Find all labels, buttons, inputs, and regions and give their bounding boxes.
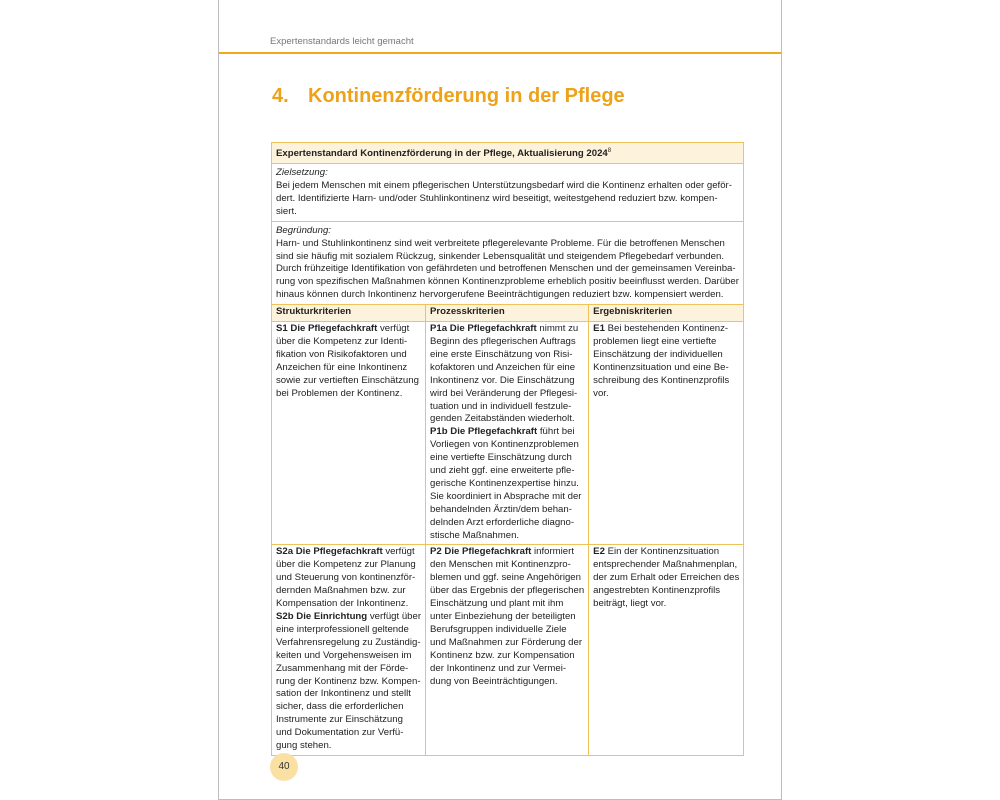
criterion-text: nimmt zu	[536, 323, 579, 335]
text-line	[430, 546, 584, 559]
text-line: genden Zeitabständen wiederholt.	[430, 413, 575, 425]
text-line: sowie zur vertieften Einschätzung	[276, 374, 419, 386]
text-line	[593, 546, 739, 559]
text-line: und zieht ggf. eine erweiterte pfle-	[430, 465, 575, 477]
text-line: gerische Kontinenzexpertise hinzu.	[430, 477, 579, 489]
goal-label: Zielsetzung:	[276, 167, 328, 179]
text-line: der Inkontinenz und zur Vermei-	[430, 662, 567, 674]
chapter-number: 4.	[272, 85, 289, 107]
text-line: blemen und ggf. seine Angehörigen	[430, 572, 581, 584]
criterion-label: E2	[593, 546, 605, 558]
text-line: behandelnden Ärztin/dem behan-	[430, 503, 572, 515]
text-line: problemen liegt eine vertiefte	[593, 335, 717, 347]
text-line: sind sie häufig mit sozialem Rückzug, sinkender Lebensqualität und steigendem Pflegebedarf verbunden.	[276, 250, 724, 262]
table-row	[272, 545, 744, 756]
chapter-title-text: Kontinenzförderung in der Pflege	[308, 85, 625, 107]
criteria-cell	[589, 322, 744, 545]
text-line: siert.	[276, 205, 297, 217]
text-line: über das Ergebnis der pflegerischen	[430, 585, 585, 597]
text-line: dernden Maßnahmen bzw. zur	[276, 585, 406, 597]
criterion-label: P1b Die Pflegefachkraft	[430, 426, 538, 438]
text-line: Kontinenzsituation und eine Be-	[593, 361, 729, 373]
criteria-cell	[426, 545, 589, 756]
criterion-label: P2 Die Pflegefachkraft	[430, 546, 532, 558]
rationale-row	[272, 221, 744, 304]
criterion-text: verfügt	[377, 323, 410, 335]
text-line: hinaus können durch Inkontinenz hervorgerufene Beeinträchtigungen reduziert bzw. kompensiert werden.	[276, 289, 724, 301]
rationale-label: Begründung:	[276, 224, 331, 236]
text-line: angestrebten Kontinenzprofils	[593, 585, 721, 597]
table-row	[272, 322, 744, 545]
text-line: vor.	[593, 387, 609, 399]
text-line: schreibung des Kontinenzprofils	[593, 374, 730, 386]
text-line: dert. Identifizierte Harn- und/oder Stuhlinkontinenz wird beseitigt, weitestgehend reduziert bzw. kompen-	[276, 192, 718, 204]
criterion-text: Bei bestehenden Kontinenz-	[604, 323, 729, 335]
text-line: eine erste Einschätzung von Risi-	[430, 348, 573, 360]
criterion-text: verfügt	[382, 546, 415, 558]
table-title-row	[272, 143, 744, 164]
text-line: unter Einbeziehung der beteiligten	[430, 611, 576, 622]
text-line: delnden Arzt erforderliche diagno-	[430, 516, 575, 528]
text-line: rung von spezifischen Maßnahmen können Kontinenzprobleme erheblich positiv beeinflusst werden. Darüber	[276, 276, 739, 288]
text-line: sation der Inkontinenz und stellt	[276, 688, 411, 700]
text-line: Bei jedem Menschen mit einem pflegerischen Unterstützungsbedarf wird die Kontinenz erhalten oder geför-	[276, 180, 732, 191]
criterion-label: S1 Die Pflegefachkraft	[276, 323, 378, 335]
text-line	[276, 611, 421, 624]
text-line: Verfahrensregelung zu Zuständig-	[276, 636, 421, 648]
criterion-text: informiert	[531, 546, 574, 558]
criterion-label: E1	[593, 323, 605, 335]
expert-standard-table	[271, 142, 744, 756]
text-line: und Maßnahmen zur Förderung der	[430, 636, 583, 648]
text-line: Kompensation der Inkontinenz.	[276, 598, 409, 610]
text-line: Einschätzung und plant mit ihm	[430, 598, 564, 610]
text-line: Berufsgruppen individuelle Ziele	[430, 623, 567, 635]
text-line: keiten und Vorgehensweisen im	[276, 649, 412, 661]
text-line: eine vertiefte Einschätzung durch	[430, 452, 572, 464]
text-line: sicher, dass die erforderlichen	[276, 701, 404, 713]
page-number: 40	[270, 753, 298, 781]
text-line: über die Kompetenz zur Identi-	[276, 335, 408, 347]
chapter-title	[272, 85, 625, 108]
text-line: entsprechender Maßnahmenplan,	[593, 559, 738, 571]
text-line: fikation von Risikofaktoren und	[276, 348, 407, 360]
text-line: stische Maßnahmen.	[430, 529, 520, 541]
text-line: beiträgt, liegt vor.	[593, 598, 667, 610]
header-rule	[219, 52, 781, 54]
text-line	[593, 323, 739, 336]
goal-row	[272, 164, 744, 222]
criterion-label: S2a Die Pflegefachkraft	[276, 546, 383, 558]
text-line: eine interprofessionell geltende	[276, 623, 409, 635]
criterion-text: verfügt über	[367, 611, 422, 622]
text-line: den Menschen mit Kontinenzpro-	[430, 559, 571, 571]
criteria-cell	[272, 322, 426, 545]
text-line: und Steuerung von kontinenzför-	[276, 572, 416, 584]
text-line: Einschätzung der individuellen	[593, 348, 723, 360]
criteria-cell	[272, 545, 426, 756]
column-header: Ergebniskriterien	[589, 305, 744, 322]
column-header: Strukturkriterien	[272, 305, 426, 322]
column-header: Prozesskriterien	[426, 305, 589, 322]
text-line	[276, 546, 421, 559]
text-line: und Dokumentation zur Verfü-	[276, 727, 404, 739]
text-line: Inkontinenz vor. Die Einschätzung	[430, 374, 575, 386]
text-line: bei Problemen der Kontinenz.	[276, 387, 403, 399]
text-line	[276, 323, 421, 336]
criterion-label: P1a Die Pflegefachkraft	[430, 323, 537, 335]
footnote-ref: 8	[607, 148, 612, 154]
text-line: wird bei Veränderung der Pflegesi-	[430, 387, 578, 399]
criterion-text: Ein der Kontinenzsituation	[604, 546, 720, 558]
text-line: gung stehen.	[276, 740, 332, 752]
criteria-cell	[426, 322, 589, 545]
text-line: Durch frühzeitige Identifikation von gefährdeten und betroffenen Menschen und der gemeinsamen Vereinba-	[276, 263, 736, 275]
text-line: Beginn des pflegerischen Auftrags	[430, 335, 576, 347]
text-line: Vorliegen von Kontinenzproblemen	[430, 439, 579, 451]
text-line: rung der Kontinenz bzw. Kompen-	[276, 675, 421, 687]
criterion-label: S2b Die Einrichtung	[276, 611, 368, 622]
text-line: Harn- und Stuhlinkontinenz sind weit verbreitete pflegerelevante Probleme. Für die betroffenen Menschen	[276, 237, 725, 249]
criterion-text: führt bei	[537, 426, 575, 438]
text-line	[430, 323, 584, 336]
text-line: über die Kompetenz zur Planung	[276, 559, 416, 571]
text-line	[430, 426, 584, 439]
text-line: kofaktoren und Anzeichen für eine	[430, 361, 576, 373]
text-line: Anzeichen für eine Inkontinenz	[276, 361, 408, 373]
text-line: Instrumente zur Einschätzung	[276, 714, 403, 726]
column-header-row	[272, 305, 744, 322]
text-line: tuation und in individuell festzule-	[430, 400, 572, 412]
criteria-cell	[589, 545, 744, 756]
text-line: Sie koordiniert in Absprache mit der	[430, 490, 582, 502]
text-line: Kontinenz bzw. zur Kompensation	[430, 649, 575, 661]
text-line: Zusammenhang mit der Förde-	[276, 662, 409, 674]
text-line: dung von Beeinträchtigungen.	[430, 675, 558, 687]
running-header: Expertenstandards leicht gemacht	[270, 36, 414, 47]
text-line: der zum Erhalt oder Erreichen des	[593, 572, 740, 584]
table-title: Expertenstandard Kontinenzförderung in der Pflege, Aktualisierung 2024	[276, 148, 608, 160]
